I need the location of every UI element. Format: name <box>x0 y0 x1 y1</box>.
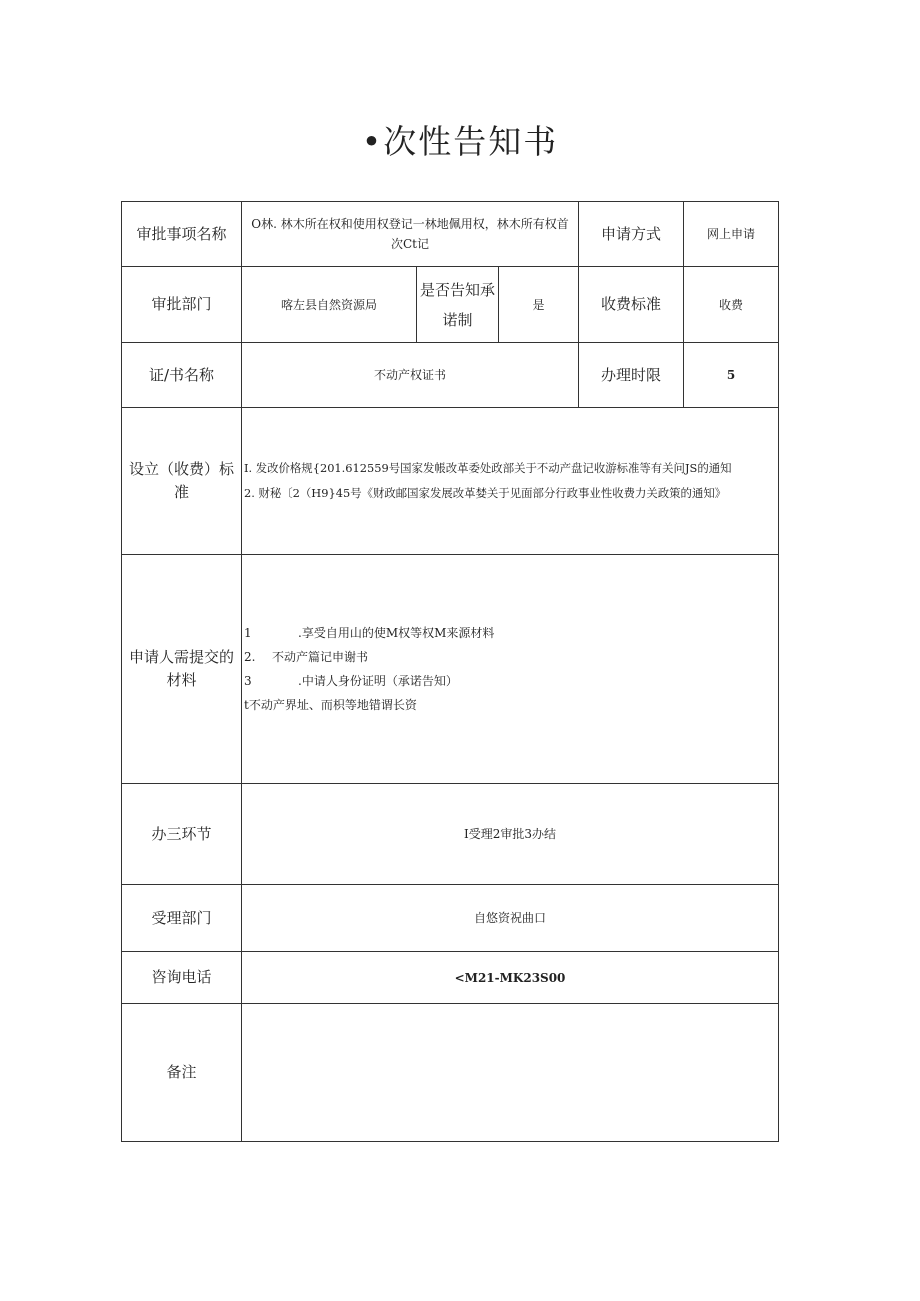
row-materials <box>122 555 779 784</box>
value-cert-name: 不动产权证书 <box>242 343 579 408</box>
material-num: 3 <box>244 674 252 688</box>
label-dept: 审批部门 <box>122 267 242 343</box>
material-item <box>244 669 778 693</box>
material-num: t <box>244 698 249 712</box>
notice-table <box>121 201 779 1142</box>
value-remarks <box>242 1004 779 1142</box>
material-text: 不动产篇记申谢书 <box>272 650 369 664</box>
value-promise: 是 <box>499 267 579 343</box>
row-steps <box>122 784 779 885</box>
material-num: 2. <box>244 650 256 664</box>
row-basis <box>122 408 779 555</box>
material-item <box>244 693 778 717</box>
label-steps: 办三环节 <box>122 784 242 885</box>
materials-list <box>242 555 779 784</box>
label-item-name: 审批事项名称 <box>122 202 242 267</box>
value-steps: I受理2审批3办结 <box>242 784 779 885</box>
material-text: .享受自用山的使M权等权M来源材料 <box>298 626 495 640</box>
label-basis: 设立（收费）标准 <box>122 408 242 555</box>
basis-item-2: 2. 财秘〔2（H9}45号《财政邮国家发展改革婪关于见面部分行政事业性收费力关政策的通知》 <box>244 486 727 500</box>
label-remarks: 备注 <box>122 1004 242 1142</box>
row-accept-dept <box>122 885 779 952</box>
value-item-name: O林. 林木所在权和使用权登记一林地佩用权，林木所有权首次Ct记 <box>242 202 579 267</box>
row-item-name <box>122 202 779 267</box>
material-num: 1 <box>244 626 252 640</box>
label-time-limit: 办理时限 <box>579 343 684 408</box>
material-item <box>244 645 778 669</box>
row-dept <box>122 267 779 343</box>
page-title: •次性告知书 <box>361 122 559 161</box>
label-promise: 是否告知承诺制 <box>417 267 499 343</box>
row-cert-name <box>122 343 779 408</box>
material-text: 不动产界址、而枳等地错谓长资 <box>248 698 417 712</box>
value-time-limit: 5 <box>684 343 779 408</box>
label-accept-dept: 受理部门 <box>122 885 242 952</box>
value-phone: <M21-MK23S00 <box>242 952 779 1004</box>
value-accept-dept: 自悠资祝曲口 <box>242 885 779 952</box>
material-text: .中请人身份证明（承诺告知） <box>298 674 458 688</box>
basis-list <box>242 408 779 555</box>
material-item <box>244 621 778 645</box>
label-cert-name: 证/书名称 <box>122 343 242 408</box>
value-fee-standard: 收费 <box>684 267 779 343</box>
basis-item-1: I. 发改价格规{201.612559号国家发帳改革委处政部关于不动产盘记收游标准等有关问JS的通知 <box>244 461 732 475</box>
label-apply-method: 申请方式 <box>579 202 684 267</box>
row-remarks <box>122 1004 779 1142</box>
label-fee-standard: 收费标准 <box>579 267 684 343</box>
value-apply-method: 网上申请 <box>684 202 779 267</box>
value-dept: 喀左县自然资源局 <box>242 267 417 343</box>
label-phone: 咨询电话 <box>122 952 242 1004</box>
label-materials: 申请人需提交的材料 <box>122 555 242 784</box>
row-phone <box>122 952 779 1004</box>
